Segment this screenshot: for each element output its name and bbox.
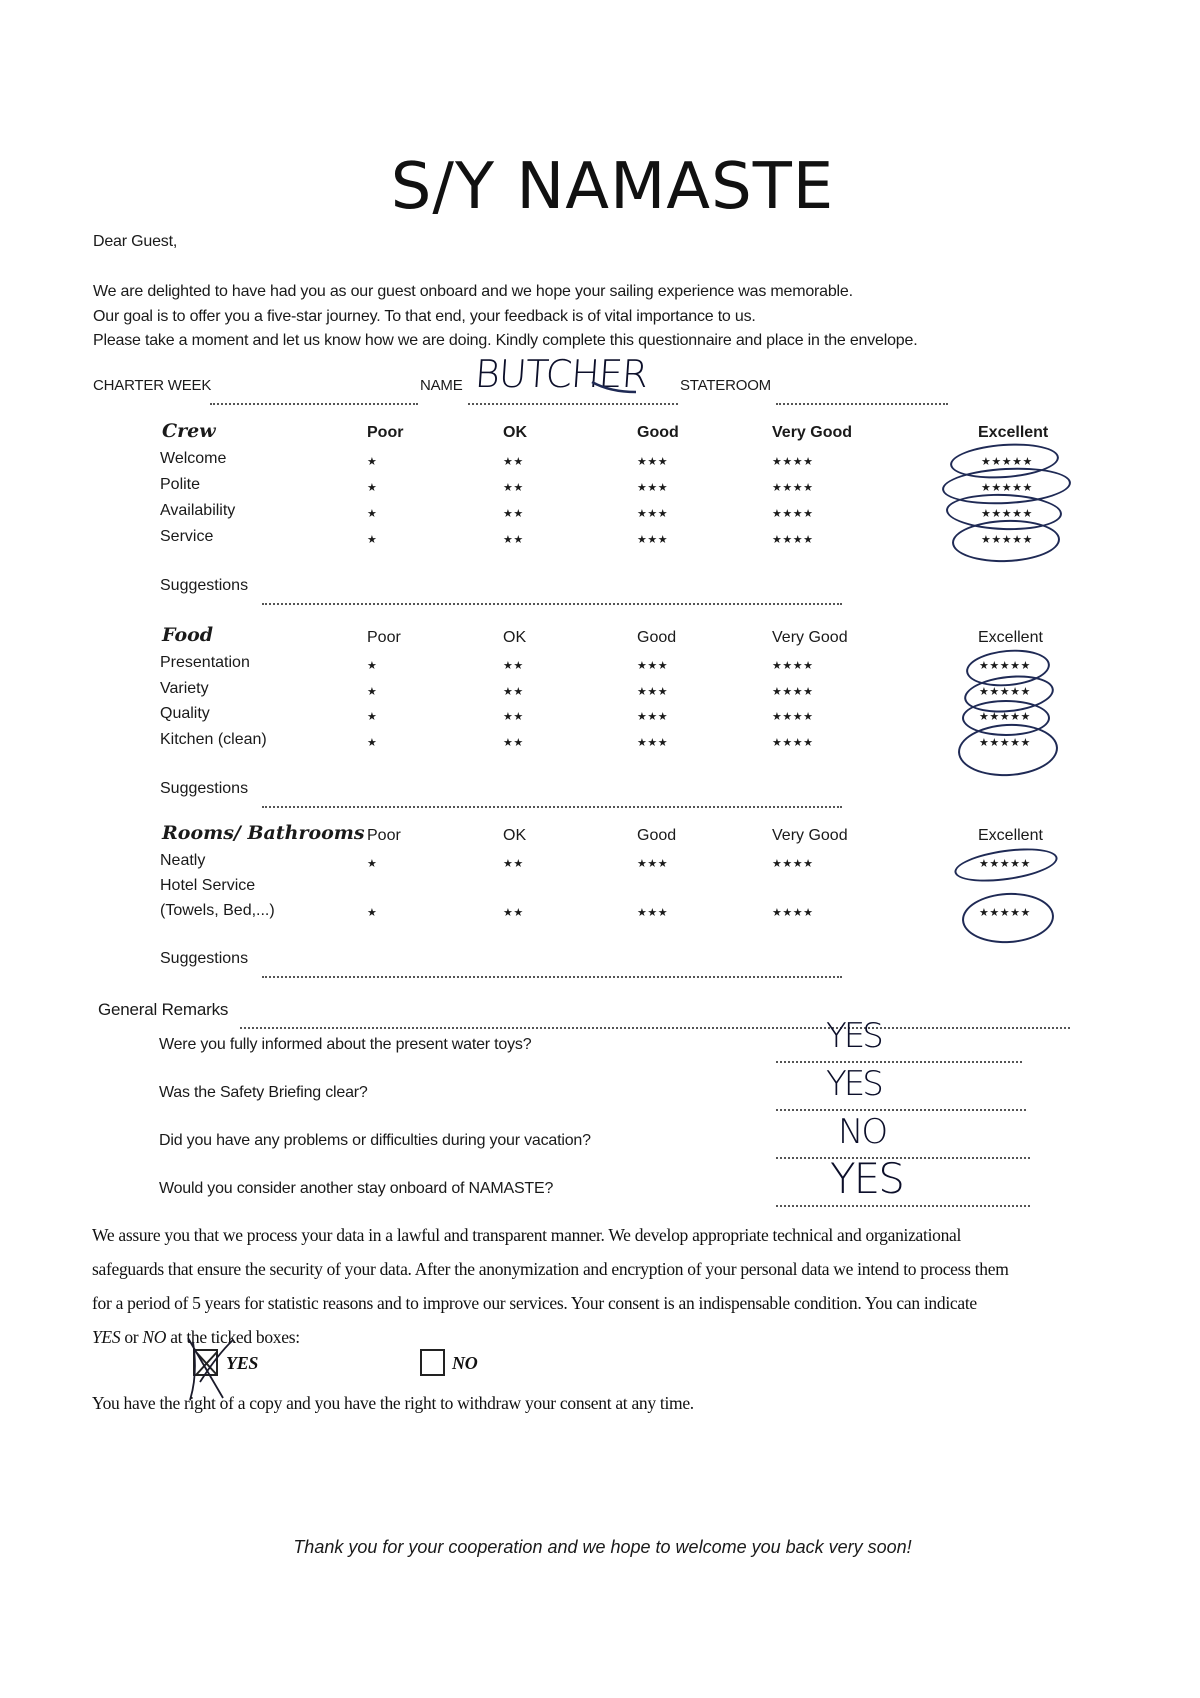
food-heading: Food — [162, 624, 214, 646]
answer-field[interactable] — [776, 1098, 1026, 1116]
stateroom-label: STATEROOM — [680, 377, 771, 394]
rating-excellent[interactable]: ★★★★★ — [979, 907, 1031, 919]
rooms-heading: Rooms/ Bathrooms — [162, 822, 365, 844]
intro-line-1: We are delighted to have had you as our guest onboard and we hope your sailing experience was memorable. — [93, 283, 853, 300]
stateroom-field[interactable] — [776, 392, 948, 410]
rating-ok[interactable]: ★★ — [503, 534, 524, 546]
col-good: Good — [637, 827, 677, 844]
intro-line-3: Please take a moment and let us know how we are doing. Kindly complete this questionnaire and place in the envelope. — [93, 332, 918, 349]
answer-handwritten: YES — [826, 1064, 881, 1104]
food-item-quality: Quality — [160, 705, 210, 722]
rating-good[interactable]: ★★★ — [637, 686, 669, 698]
col-very-good: Very Good — [772, 424, 853, 441]
rating-excellent[interactable]: ★★★★★ — [981, 482, 1033, 494]
rating-poor[interactable]: ★ — [367, 534, 378, 546]
col-ok: OK — [503, 424, 527, 441]
crew-item-polite: Polite — [160, 476, 201, 493]
col-poor: Poor — [367, 424, 404, 441]
general-remarks-field[interactable] — [240, 1016, 1070, 1034]
answer-field[interactable] — [776, 1146, 1030, 1164]
col-excellent: Excellent — [978, 827, 1043, 844]
consent-no-checkbox[interactable] — [420, 1349, 445, 1376]
pen-underline-icon — [590, 378, 640, 398]
rating-excellent[interactable]: ★★★★★ — [979, 711, 1031, 723]
page-title: S/Y NAMASTE — [390, 150, 835, 224]
crew-heading: Crew — [162, 420, 216, 442]
name-label: NAME — [420, 377, 463, 394]
rooms-item-hotel-service: Hotel Service — [160, 877, 256, 894]
rooms-item-neatly: Neatly — [160, 852, 206, 869]
charter-week-field[interactable] — [210, 392, 418, 410]
crew-item-welcome: Welcome — [160, 450, 227, 467]
consent-line-3: for a period of 5 years for statistic reasons and to improve our services. Your consent is an indispensable condition. You can indicate — [92, 1293, 977, 1313]
rating-very-good[interactable]: ★★★★ — [772, 482, 814, 494]
question-another-stay: Would you consider another stay onboard of NAMASTE? — [159, 1180, 554, 1197]
rating-good[interactable]: ★★★ — [637, 534, 669, 546]
rating-good[interactable]: ★★★ — [637, 907, 669, 919]
col-very-good: Very Good — [772, 629, 848, 646]
rating-excellent[interactable]: ★★★★★ — [979, 737, 1031, 749]
name-handwritten: BUTCHER — [473, 352, 649, 396]
rating-good[interactable]: ★★★ — [637, 737, 669, 749]
question-safety-briefing: Was the Safety Briefing clear? — [159, 1084, 368, 1101]
rating-excellent[interactable]: ★★★★★ — [981, 508, 1033, 520]
rating-good[interactable]: ★★★ — [637, 482, 669, 494]
rating-excellent[interactable]: ★★★★★ — [979, 858, 1031, 870]
crew-suggestions-field[interactable] — [262, 592, 842, 610]
rating-excellent[interactable]: ★★★★★ — [981, 534, 1033, 546]
question-problems: Did you have any problems or difficulties during your vacation? — [159, 1132, 591, 1149]
col-excellent: Excellent — [978, 424, 1049, 441]
rating-good[interactable]: ★★★ — [637, 508, 669, 520]
rating-very-good[interactable]: ★★★★ — [772, 858, 814, 870]
food-item-kitchen: Kitchen (clean) — [160, 731, 267, 748]
question-water-toys: Were you fully informed about the present water toys? — [159, 1036, 532, 1053]
rating-excellent[interactable]: ★★★★★ — [981, 456, 1033, 468]
rating-poor[interactable]: ★ — [367, 711, 378, 723]
food-item-variety: Variety — [160, 680, 209, 697]
food-suggestions-label: Suggestions — [160, 780, 249, 797]
rating-very-good[interactable]: ★★★★ — [772, 711, 814, 723]
rating-ok[interactable]: ★★ — [503, 686, 524, 698]
col-poor: Poor — [367, 827, 401, 844]
consent-line-1: We assure you that we process your data in a lawful and transparent manner. We develop appropriate technical and organizational — [92, 1225, 962, 1245]
rating-ok[interactable]: ★★ — [503, 660, 524, 672]
no-text: NO — [142, 1327, 167, 1347]
rating-very-good[interactable]: ★★★★ — [772, 737, 814, 749]
rating-very-good[interactable]: ★★★★ — [772, 534, 814, 546]
rating-excellent[interactable]: ★★★★★ — [979, 660, 1031, 672]
pen-circle-mark — [952, 843, 1059, 887]
answer-field[interactable] — [776, 1194, 1030, 1212]
yes-text: YES — [92, 1327, 121, 1347]
rating-good[interactable]: ★★★ — [637, 660, 669, 672]
rating-poor[interactable]: ★ — [367, 456, 378, 468]
rating-ok[interactable]: ★★ — [503, 737, 524, 749]
greeting: Dear Guest, — [93, 233, 178, 250]
pen-circle-mark — [957, 721, 1060, 778]
rating-very-good[interactable]: ★★★★ — [772, 907, 814, 919]
rating-poor[interactable]: ★ — [367, 737, 378, 749]
col-good: Good — [637, 629, 677, 646]
answer-handwritten: NO — [838, 1112, 887, 1152]
rating-ok[interactable]: ★★ — [503, 858, 524, 870]
rights-line: You have the right of a copy and you have the right to withdraw your consent at any time. — [92, 1393, 694, 1413]
col-excellent: Excellent — [978, 629, 1043, 646]
intro-line-2: Our goal is to offer you a five-star journey. To that end, your feedback is of vital importance to us. — [93, 308, 756, 325]
rating-very-good[interactable]: ★★★★ — [772, 686, 814, 698]
rooms-item-hotel-service-detail: (Towels, Bed,...) — [160, 902, 275, 919]
or-text: or — [120, 1327, 143, 1347]
thank-you-note: Thank you for your cooperation and we hope to welcome you back very soon! — [293, 1537, 912, 1557]
rating-excellent[interactable]: ★★★★★ — [979, 686, 1031, 698]
rooms-suggestions-label: Suggestions — [160, 950, 249, 967]
rating-poor[interactable]: ★ — [367, 660, 378, 672]
consent-line-2: safeguards that ensure the security of your data. After the anonymization and encryption of your personal data we intend to process them — [92, 1259, 1009, 1279]
rating-ok[interactable]: ★★ — [503, 482, 524, 494]
col-ok: OK — [503, 827, 527, 844]
rating-very-good[interactable]: ★★★★ — [772, 508, 814, 520]
crew-item-availability: Availability — [160, 502, 236, 519]
crew-suggestions-label: Suggestions — [160, 577, 249, 594]
rating-ok[interactable]: ★★ — [503, 456, 524, 468]
food-suggestions-field[interactable] — [262, 795, 842, 813]
rating-very-good[interactable]: ★★★★ — [772, 456, 814, 468]
rating-poor[interactable]: ★ — [367, 508, 378, 520]
rating-ok[interactable]: ★★ — [503, 907, 524, 919]
crew-item-service: Service — [160, 528, 214, 545]
col-ok: OK — [503, 629, 527, 646]
answer-handwritten: YES — [830, 1154, 903, 1203]
ticked-boxes-text: at the ticked boxes: — [166, 1327, 300, 1347]
pen-circle-mark — [961, 891, 1055, 946]
rating-good[interactable]: ★★★ — [637, 456, 669, 468]
rating-ok[interactable]: ★★ — [503, 508, 524, 520]
rating-poor[interactable]: ★ — [367, 858, 378, 870]
charter-week-label: CHARTER WEEK — [93, 377, 212, 394]
rating-poor[interactable]: ★ — [367, 482, 378, 494]
rating-poor[interactable]: ★ — [367, 907, 378, 919]
answer-field[interactable] — [776, 1050, 1022, 1068]
col-poor: Poor — [367, 629, 401, 646]
col-good: Good — [637, 424, 679, 441]
rating-good[interactable]: ★★★ — [637, 858, 669, 870]
food-item-presentation: Presentation — [160, 654, 250, 671]
answer-handwritten: YES — [826, 1016, 881, 1056]
col-very-good: Very Good — [772, 827, 848, 844]
rating-good[interactable]: ★★★ — [637, 711, 669, 723]
consent-yes-label: YES — [226, 1353, 259, 1373]
consent-no-label: NO — [452, 1353, 478, 1373]
rating-ok[interactable]: ★★ — [503, 711, 524, 723]
rating-poor[interactable]: ★ — [367, 686, 378, 698]
general-remarks-label: General Remarks — [98, 1000, 229, 1019]
rating-very-good[interactable]: ★★★★ — [772, 660, 814, 672]
rooms-suggestions-field[interactable] — [262, 965, 842, 983]
